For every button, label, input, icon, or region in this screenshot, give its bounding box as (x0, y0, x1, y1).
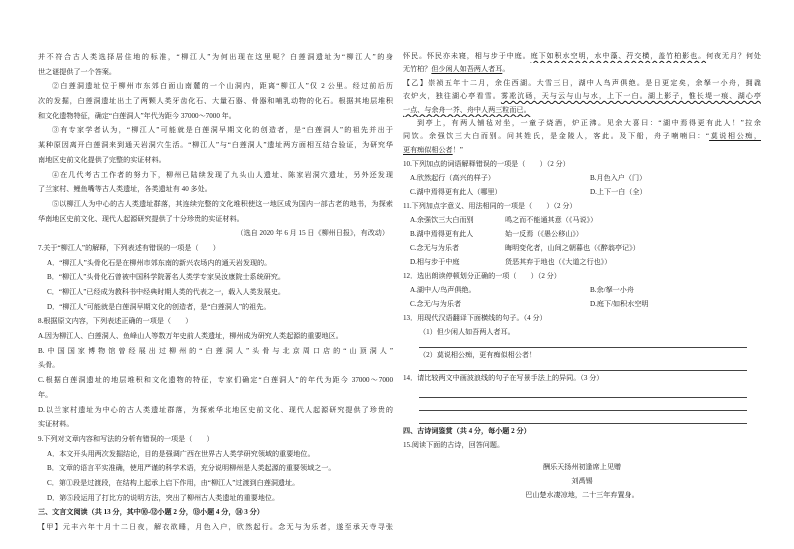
question-7-option-a: A．“柳江人”头骨化石是在柳州市郊东南的新兴农场内的通天岩发现的。 (47, 258, 272, 267)
question-11-option-text: D.相与步于中庭 (410, 258, 460, 267)
answer-line (419, 411, 747, 424)
jia-text-segment: 。 (502, 65, 510, 74)
jia-wavy-sentence: 庭下如积水空明，水中藻、荇交横，盖竹柏影也。 (530, 52, 707, 60)
question-15-stem: 15.阅读下面的古诗，回答问题。 (403, 441, 505, 450)
yi-text-line: 到亭上，有两人铺毡对坐，一童子烧酒，炉正沸。见余大喜曰：“湖中焉得更有此人！”拉余 (417, 118, 761, 127)
jia-text-line: 【甲】元丰六年十月十二日夜，解衣欲睡，月色入户，欣然起行。念无与为乐者，遂至承天寺寻张 (38, 523, 393, 531)
yi-text-line (403, 90, 761, 103)
left-column (38, 50, 393, 535)
question-10-options-row (403, 171, 761, 185)
passage-line: 世之谜提供了一个答案。 (38, 67, 117, 76)
question-9-option-a: A．本文开头用两次发掘结论，目的是强调广西在世界古人类学研究领域的重要地位。 (47, 449, 315, 458)
passage-line: ②白莲洞遗址位于柳州市东郊白面山南麓的一个山洞内，距离“柳江人”仅 2 公里。经过前后历 (52, 82, 393, 91)
question-11-option-b (403, 227, 761, 241)
jia-text-line (403, 50, 761, 63)
question-7-option-b: B．“柳江人”头骨化石曾被中国科学院著名人类学专家吴汝康院士系统研究。 (47, 273, 286, 282)
poem-title: 酬乐天扬州初逢席上见赠 (542, 463, 622, 472)
question-11-option-d (403, 255, 761, 269)
passage-line: ③有专家学者认为，“柳江人”可能就是白莲洞早期文化的创造者，是“白莲洞人”的祖先并出于 (52, 126, 393, 135)
answer-line (419, 398, 747, 411)
question-12-option-d: D.庭下/如积水空明 (590, 300, 649, 309)
yi-text-line: 【乙】崇祯五年十二月，余住西湖。大雪三日，湖中人鸟声俱绝。是日更定矣，余拏一小舟，拥毳 (403, 78, 761, 87)
question-7-stem: 7.关于“柳江人”的解释，下列表述有错误的一项是（ ） (38, 243, 220, 252)
question-12-options-row (403, 297, 761, 311)
poem-line: 巴山楚水凄凉地，二十三年弃置身。 (525, 491, 639, 500)
question-10-options-row (403, 185, 761, 199)
question-13-stem: 13．用现代汉语翻译下面横线的句子。（4 分） (403, 314, 547, 323)
jia-text-segment: 怀民。怀民亦未寝，相与步于中庭。 (403, 52, 531, 60)
question-14-stem: 14．请比较两文中画波浪线的句子在写景手法上的异同。（3 分） (403, 374, 604, 383)
section-4-title: 四、古诗词鉴赏（共 4 分，每小题 2 分） (403, 427, 531, 436)
passage-line: 并不符合古人类选择居住地的标准，“柳江人”为何出现在这里呢？白莲洞遗址为“柳江人”的身 (38, 53, 393, 61)
question-11-stem: 11.下列加点字意义、用法相同的一项是（ ）（2 分） (403, 202, 577, 211)
yi-underlined-sentence: 莫说相公痴， (709, 132, 761, 141)
passage-line: 次的发掘，白莲洞遗址出土了两颗人类牙齿化石、大量石器、骨器和哺乳动物的化石。根据其地层堆积 (38, 97, 393, 106)
question-11-option-compare: 晦明变化者，山间之朝暮也（《醉翁亭记》） (505, 244, 640, 253)
question-12-option-b: B.余/拏一小舟 (590, 286, 634, 295)
question-10-option-a: A.欣然起行（高兴的样子） (410, 174, 495, 183)
question-10-option-b: B.月色入户（门） (590, 174, 647, 183)
section-3-title: 三、文言文阅读（共 13 分，其中⑩-⑫小题 2 分，⑬小题 4 分，⑭ 3 分） (38, 508, 264, 517)
passage-line: 某种原因离开白莲洞来到通天岩洞穴生活。“柳江人”与“白莲洞人”遗址两方面相互结合验证，为研究华 (38, 141, 393, 150)
question-7-option-d: D．“柳江人”可能就是白莲洞早期文化的创造者，是“白莲洞人”的祖先。 (47, 302, 271, 311)
passage-line: 南地区史前文化提供了完整的实证材料。 (38, 155, 166, 164)
question-12-options-row (403, 283, 761, 297)
question-8-option-b-cont: 头骨。 (38, 361, 60, 370)
passage-source: （选自 2020 年 6 月 15 日《柳州日报》，有改动） (236, 229, 389, 238)
question-8-option-c: C.根据白莲洞遗址的地层堆积和文化遗物的特征，专家们确定“白莲洞人”的年代为距今 37000～7000 (38, 376, 393, 385)
answer-line (419, 385, 747, 398)
passage-line: ⑤以柳江人为中心的古人类遗址群落，其连续完整的文化堆积使这一地区成为国内一部古老的地书，为探索 (52, 199, 393, 208)
question-8-option-b: B.中国国家博物馆曾经展出过柳州的“白莲洞人”头骨与北京周口店的“山顶洞人” (38, 346, 393, 355)
question-13-item-2: （2）莫说相公痴，更有痴似相公者！ (419, 351, 537, 360)
yi-underlined-sentence: 更有痴似相公者 (403, 145, 453, 154)
right-column (403, 50, 761, 502)
question-11-option-text: A.余强饮三大白而别 (410, 216, 474, 225)
question-11-option-text: B.湖中焉得更有此人 (410, 230, 474, 239)
poem-author: 刘禹锡 (571, 477, 593, 486)
question-10-stem: 10.下列加点的词语解释错误的一项是（ ）（2 分） (403, 160, 570, 169)
yi-text-line (403, 130, 761, 143)
jia-underlined-sentence: 但少闲人如吾两人者耳 (431, 65, 503, 74)
question-13-item-1: （1）但少闲人如吾两人者耳。 (419, 328, 515, 337)
yi-text-line (403, 104, 761, 117)
answer-line (419, 362, 747, 371)
passage-line: 了兰家村、鲤鱼嘴等古人类遗址，各类遗址有 40 多处。 (38, 185, 212, 194)
question-8-option-d-cont: 实证材料。 (38, 420, 74, 429)
passage-line: ④在几代考古工作者的努力下，柳州已陆续发现了九头山人遗址、陈家岩洞穴遗址，另外还发现 (52, 170, 393, 179)
question-8-option-c-cont: 年。 (38, 390, 53, 399)
passage-line: 和文化遗物特征，确定“白莲洞人”年代为距今 37000～7000 年。 (38, 111, 236, 120)
question-11-option-a (403, 213, 761, 227)
question-9-stem: 9.下列对文章内容和写法的分析有错误的一项是（ ） (38, 434, 214, 443)
question-11-option-compare: 始一反焉（《愚公移山》） (505, 230, 584, 239)
question-9-option-d: D．第⑤段运用了打比方的说明方法，突出了柳州古人类遗址的重要地位。 (47, 493, 280, 502)
yi-text-segment: 同饮。余强饮三大白而别。问其姓氏，是金陵人，客此。及下船，舟子喃喃曰：“ (403, 132, 710, 141)
jia-text-segment: 何夜无月？何处 (706, 52, 761, 60)
question-12-option-a: A.湖中人/鸟声俱绝。 (410, 286, 476, 295)
question-11-option-text: C.念无与为乐者 (410, 244, 460, 253)
yi-text-segment: ！” (452, 145, 463, 154)
question-10-option-d: D.上下一白（全） (590, 188, 647, 197)
question-11-option-compare: 货恶其弃于地也（《大道之行也》） (505, 258, 612, 267)
yi-wavy-sentence: 一点、与余舟一芥、舟中人两三粒而已。 (403, 105, 531, 114)
question-8-stem: 8.根据原文内容，下列表述正确的一项是（ ） (38, 317, 193, 326)
jia-text-segment: 无竹柏？ (403, 65, 432, 74)
question-11-option-c (403, 241, 761, 255)
yi-text-line (403, 144, 761, 157)
question-10-option-c: C.湖中焉得更有此人（哪里） (410, 188, 502, 197)
question-9-option-b: B．文章的语言平实准确，使用严谨的科学术语，充分说明柳州是人类起源的重要领域之一。 (47, 464, 336, 473)
question-7-option-c: C．“柳江人”已经成为教科书中经典时期人类的代表之一，载入人类发展史。 (47, 288, 286, 296)
yi-text-segment: 衣炉火，独往湖心亭看雪。 (403, 92, 501, 101)
question-11-option-compare: 鸣之而不能通其意（《马说》） (505, 216, 598, 225)
question-8-option-d: D.以兰家村遗址为中心的古人类遗址群落，为探索华北地区史前文化、现代人起源研究提供了珍贵的 (38, 405, 393, 414)
jia-text-line (403, 63, 761, 76)
passage-line: 华南地区史前文化、现代人起源研究提供了十分珍贵的实证材料。 (38, 214, 244, 223)
question-9-option-c: C．第①段是过渡段，在结构上起承上启下作用，由“柳江人”过渡到白莲洞遗址。 (47, 478, 300, 487)
question-8-option-a: A.因为柳江人、白莲洞人、鱼峰山人等数万年史前人类遗址，柳州成为研究人类起源的重要地区。 (38, 332, 343, 341)
answer-line (419, 339, 747, 348)
question-12-option-c: C.念无/与为乐者 (410, 300, 462, 309)
question-12-stem: 12．选出朗读停顿划分正确的一项（ ）（2 分） (403, 272, 561, 281)
yi-wavy-sentence: 雾凇沆砀，天与云与山与水，上下一白。湖上影子，惟长堤一痕、湖心亭 (500, 92, 761, 101)
